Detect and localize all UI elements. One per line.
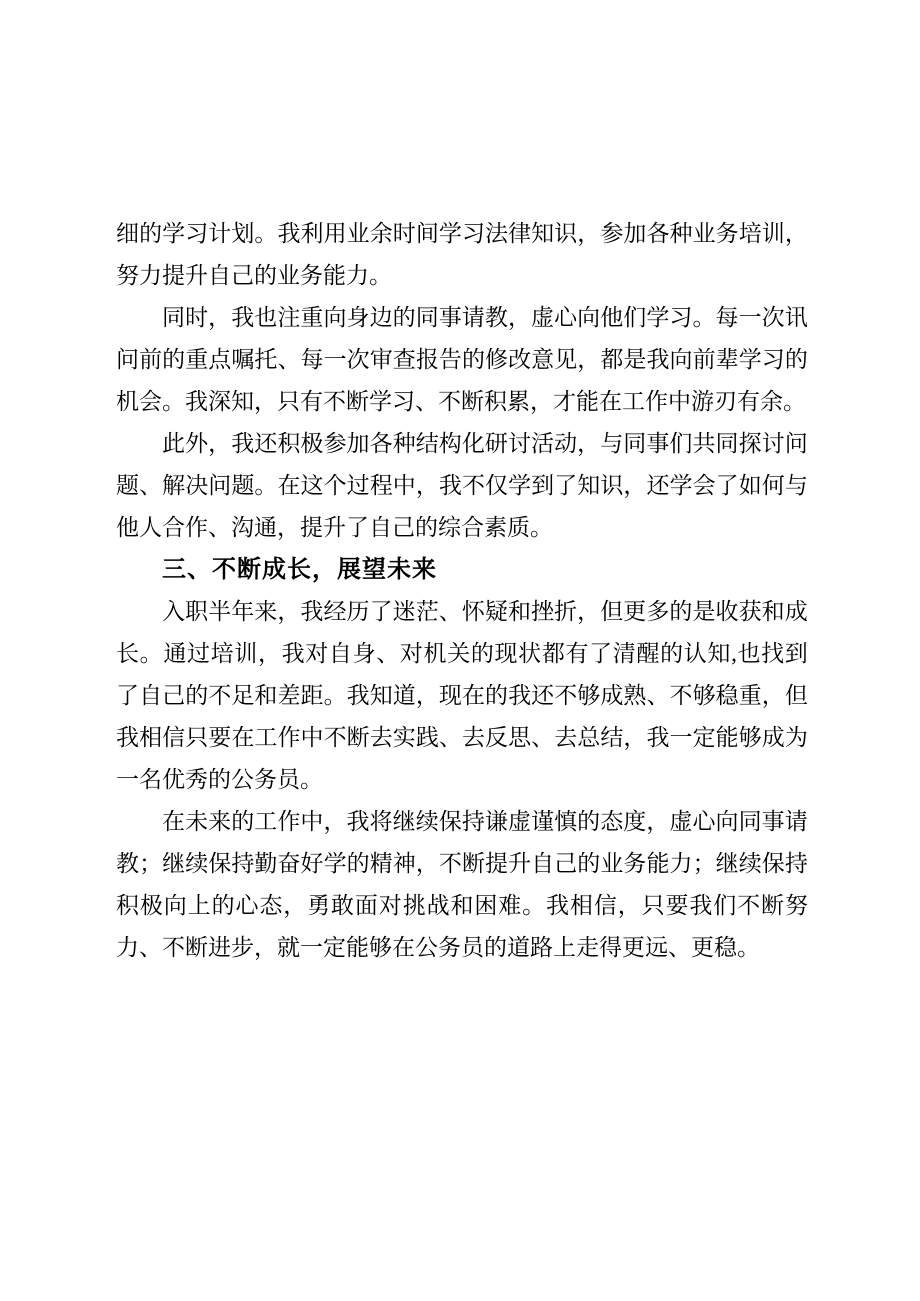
text-line: 我 相 信 只 要 在 工 作 中 不 断 去 实 践 、 去 反 思 、 去 总 结 ， 我 一 定 能 够 成 为 [116, 725, 808, 750]
text-line: 机会。我深知，只有不断学习、不断积累，才能在工作中游刃有余。 [116, 389, 806, 414]
text-line: 他人合作、沟通，提升了自己的综合素质。 [116, 515, 553, 540]
text-line: 此 外 ， 我 还 积 极 参 加 各 种 结 构 化 研 讨 活 动 ， 与 同 事 们 共 同 探 讨 问 [162, 431, 808, 456]
text-line: 了 自 己 的 不 足 和 差 距 。 我 知 道 ， 现 在 的 我 还 不 够 成 熟 、 不 够 稳 重 ， 但 [116, 683, 808, 708]
text-line: 入 职 半 年 来 ， 我 经 历 了 迷 茫 、 怀 疑 和 挫 折 ， 但 更 多 的 是 收 获 和 成 [162, 599, 808, 624]
text-line: 在 未 来 的 工 作 中 ， 我 将 继 续 保 持 谦 虚 谨 慎 的 态 度 ， 虚 心 向 同 事 请 [162, 809, 808, 834]
section-heading: 三、不断成长，展望未来 [162, 556, 437, 583]
text-line: 一名优秀的公务员。 [116, 767, 323, 792]
text-line: 长 。 通 过 培 训 ， 我 对 自 身 、 对 机 关 的 现 状 都 有 了 清 醒 的 认 知 , 也 找 到 [116, 641, 808, 666]
text-line: 同 时 ， 我 也 注 重 向 身 边 的 同 事 请 教 ， 虚 心 向 他 们 学 习 。 每 一 次 讯 [162, 305, 808, 330]
text-line: 努力提升自己的业务能力。 [116, 263, 392, 288]
text-line: 细 的 学 习 计 划 。 我 利 用 业 余 时 间 学 习 法 律 知 识 ， 参 加 各 种 业 务 培 训 ， [116, 221, 808, 246]
text-line: 题 、 解 决 问 题 。 在 这 个 过 程 中 ， 我 不 仅 学 到 了 知 识 ， 还 学 会 了 如 何 与 [116, 473, 808, 498]
document-body [116, 213, 808, 969]
text-line: 问 前 的 重 点 嘱 托 、 每 一 次 审 查 报 告 的 修 改 意 见 ， 都 是 我 向 前 辈 学 习 的 [116, 347, 808, 372]
text-line: 积 极 向 上 的 心 态 ， 勇 敢 面 对 挑 战 和 困 难 。 我 相 信 ， 只 要 我 们 不 断 努 [116, 893, 808, 918]
text-line: 教 ； 继 续 保 持 勤 奋 好 学 的 精 神 ， 不 断 提 升 自 己 的 业 务 能 力 ； 继 续 保 持 [116, 851, 808, 876]
text-line: 力、不断进步，就一定能够在公务员的道路上走得更远、更稳。 [116, 935, 760, 960]
